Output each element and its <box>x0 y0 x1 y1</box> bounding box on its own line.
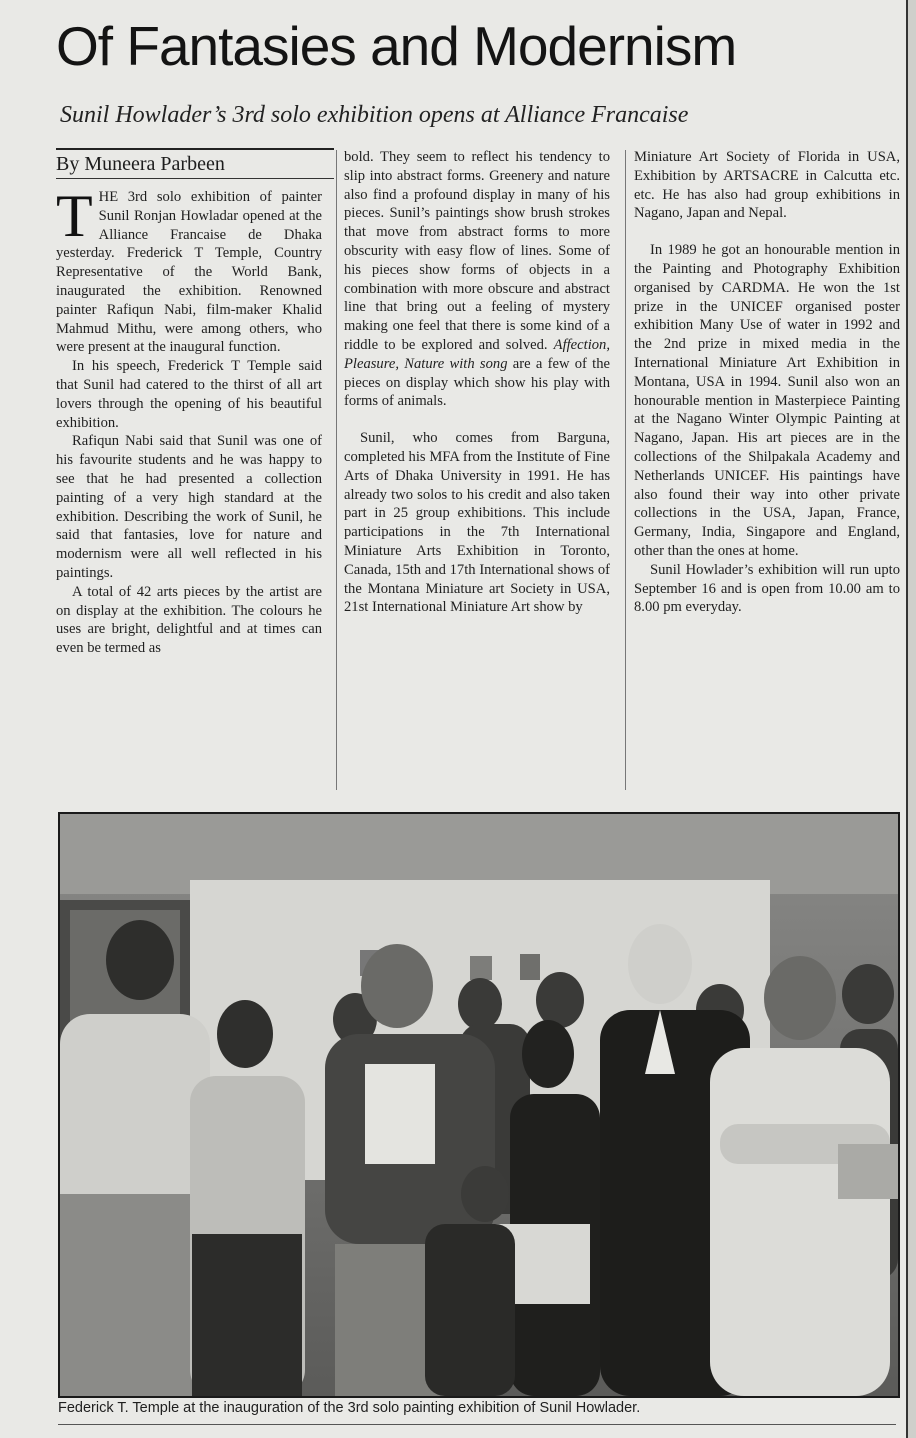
article-column-2 <box>344 148 610 617</box>
artwork-titles: Affection, Pleasure, Nature with song <box>344 336 610 372</box>
byline: By Muneera Parbeen <box>56 153 225 175</box>
column-divider <box>336 150 337 790</box>
photo-illustration <box>60 814 898 1396</box>
bottom-rule <box>58 1424 896 1425</box>
paragraph: A total of 42 arts pieces by the artist are on display at the exhibition. The colours he uses are bright, delightful and at times can even be termed as <box>56 583 322 657</box>
paragraph: Miniature Art Society of Florida in USA, Exhibition by ARTSACRE in Calcutta etc. etc. He has also had group exhibitions in Nagano, Japan and Nepal. <box>634 149 900 222</box>
paragraph: Sunil, who comes from Barguna, completed his MFA from the Institute of Fine Arts of Dhaka University in 1991. He has already two solos to his credit and also taken part in 25 group exhibitions. This include participations in the 7th International Miniature Arts Exhibition in Toronto, Canada, 15th and 17th International shows of the Montana Miniature art Society in USA, 21st International Miniature Art show by <box>344 430 610 616</box>
paragraph: In his speech, Frederick T Temple said that Sunil had catered to the thirst of all art lovers through the opening of his beautiful exhibition. <box>56 358 322 431</box>
paragraph <box>56 183 322 357</box>
paragraph-text: HE 3rd solo exhibition of painter Sunil Ronjan Howladar opened at the Alliance Francaise de Dhaka yesterday. Frederick T Temple, Country Representative of the World Bank, inaugurated the exhibition. Renowned painter Rafiqun Nabi, film-maker Khalid Mahmud Mithu, were among others, who were present at the inaugural function. <box>56 189 322 356</box>
news-photo <box>58 812 900 1398</box>
paragraph-text: bold. They seem to reflect his tendency to slip into abstract forms. Greenery and nature also find a profound display in many of his pieces. Sunil’s paintings show brush strokes that move from abstract forms to more obscurity with easy flow of lines. Some of his pieces show forms of objects in a combination with more obscure and abstract line that bring out a feeling of mystery making one feel that there is some kind of a riddle to be explored and solved. <box>344 149 610 353</box>
article-column-3 <box>634 148 900 617</box>
subheadline: Sunil Howlader’s 3rd solo exhibition opens at Alliance Francaise <box>60 102 689 128</box>
paragraph: Rafiqun Nabi said that Sunil was one of his favourite students and he was happy to see that he had presented a collection painting of a very high standard at the exhibition. Describing the work of Sunil, he said that fantasies, love for nature and modernism were all well reflected in his paintings. <box>56 433 322 581</box>
column-divider <box>625 150 626 790</box>
photo-caption: Federick T. Temple at the inauguration of the 3rd solo painting exhibition of Sunil Howlader. <box>58 1400 641 1416</box>
paragraph <box>344 148 610 411</box>
headline: Of Fantasies and Modernism <box>56 15 737 77</box>
byline-rule-top <box>56 148 334 150</box>
paragraph-text: are a few of the pieces on display which show his play with forms of animals. <box>344 355 611 410</box>
article-column-1 <box>56 183 322 658</box>
paragraph: In 1989 he got an honourable mention in the Painting and Photography Exhibition organised by CARDMA. He won the 1st prize in the UNICEF organised poster exhibition Many Use of water in 1992 and the 2nd prize in mixed media in the International Miniature Art Exhibition in Montana, USA in 1994. Sunil also won an honourable mention in Masterpiece Painting at the Nagano Winter Olympic Painting at Nagano, Japan. His art pieces are in the collections of the Shilpakala Academy and Netherlands UNICEF. His paintings have also found their way into other private collections in the USA, Japan, France, Germany, India, Singapore and England, other than the ones at home. <box>634 242 900 559</box>
byline-rule-bottom <box>56 178 334 179</box>
drop-cap: T <box>56 183 93 249</box>
paragraph: Sunil Howlader’s exhibition will run upto September 16 and is open from 10.00 am to 8.00 pm everyday. <box>634 561 900 616</box>
clipping-edge <box>906 0 916 1438</box>
